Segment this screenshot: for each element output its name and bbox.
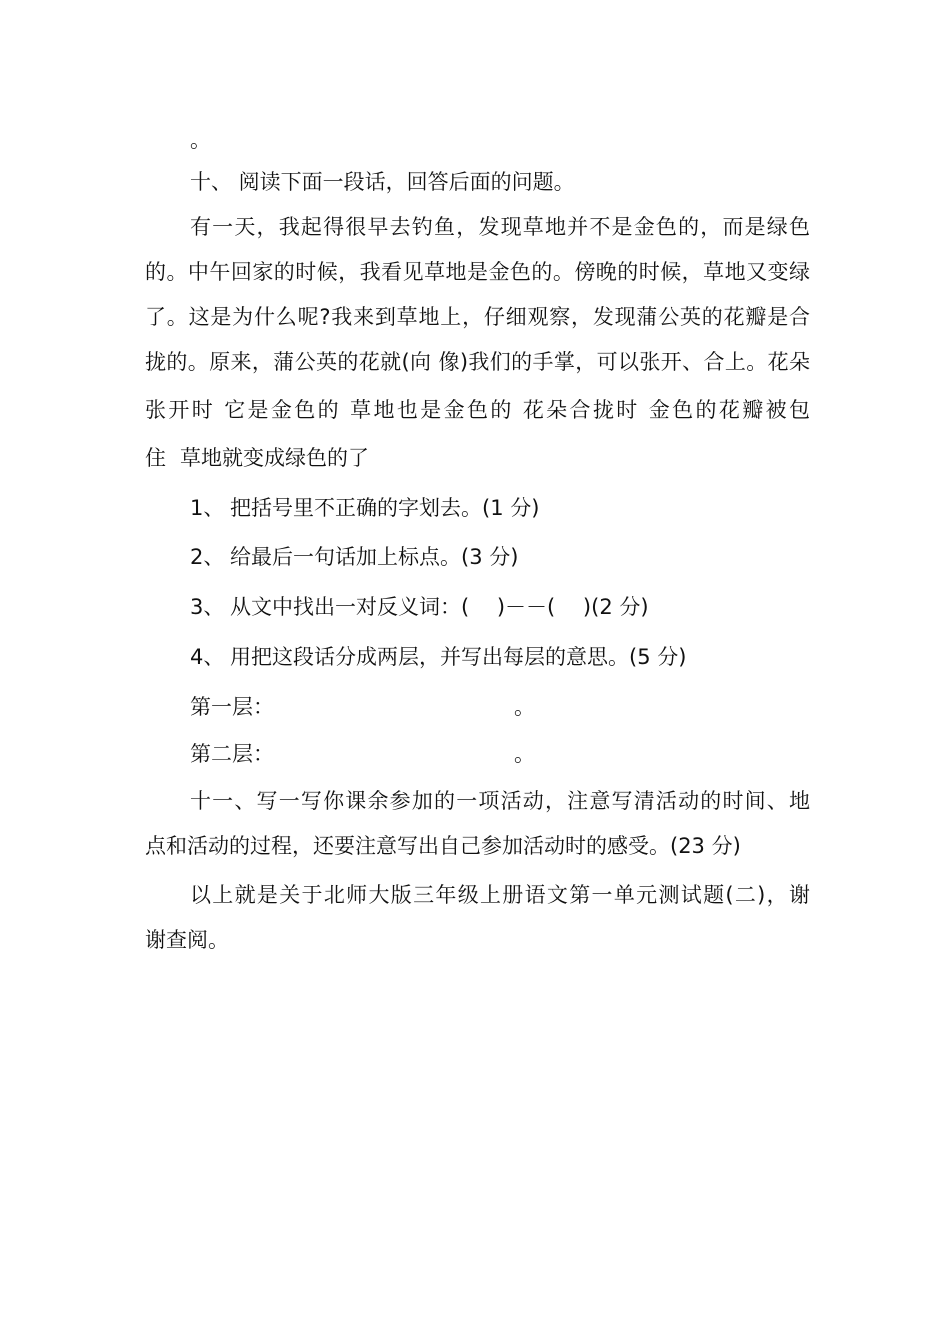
section-11-line-1: 十一、写一写你课余参加的一项活动，注意写清活动的时间、地 [190,789,810,813]
closing-line-2: 谢查阅。 [145,928,229,952]
section-10-title: 十、 阅读下面一段话，回答后面的问题。 [190,170,575,194]
question-3-text: 从文中找出一对反义词：( )－－( )(2 分) [230,595,649,619]
question-1-number: 1、 [190,496,225,520]
layer-2-end: 。 [514,742,535,766]
question-1 [190,494,810,522]
layer-2-line [190,740,810,768]
layer-1-line [190,693,810,721]
passage-line-1: 有一天，我起得很早去钓鱼，发现草地并不是金色的，而是绿色 [190,215,810,239]
layer-2-label: 第二层： [190,742,274,766]
closing-line-1: 以上就是关于北师大版三年级上册语文第一单元测试题(二)，谢 [190,883,810,907]
passage-line-5-part-5: 金色的花瓣被包 [648,398,810,422]
passage-line-5-part-4: 花朵合拢时 [522,398,640,422]
question-1-text: 把括号里不正确的字划去。(1 分) [230,496,540,520]
passage-line-5-part-1: 张开时 [145,398,216,422]
passage-line-4: 拢的。原来，蒲公英的花就(向 像)我们的手掌，可以张开、合上。花朵 [145,350,810,374]
question-4-number: 4、 [190,645,225,669]
question-3-number: 3、 [190,595,225,619]
question-3 [190,593,810,621]
question-4-text: 用把这段话分成两层，并写出每层的意思。(5 分) [230,645,687,669]
question-4 [190,643,810,671]
question-2 [190,543,810,571]
question-2-number: 2、 [190,545,225,569]
passage-line-6 [145,444,810,472]
top-period: 。 [190,128,211,152]
passage-line-6-part-1: 住 [145,446,166,470]
layer-1-end: 。 [514,695,535,719]
passage-line-6-part-2: 草地就变成绿色的了 [180,446,369,470]
layer-1-label: 第一层： [190,695,274,719]
question-2-text: 给最后一句话加上标点。(3 分) [230,545,519,569]
passage-line-3: 了。这是为什么呢?我来到草地上，仔细观察，发现蒲公英的花瓣是合 [145,305,810,329]
passage-line-5-part-3: 草地也是金色的 [350,398,514,422]
passage-line-5-part-2: 它是金色的 [224,398,342,422]
section-11-line-2: 点和活动的过程，还要注意写出自己参加活动时的感受。(23 分) [145,834,741,858]
passage-line-2: 的。中午回家的时候，我看见草地是金色的。傍晚的时候，草地又变绿 [145,260,810,284]
passage-line-5 [145,396,810,424]
